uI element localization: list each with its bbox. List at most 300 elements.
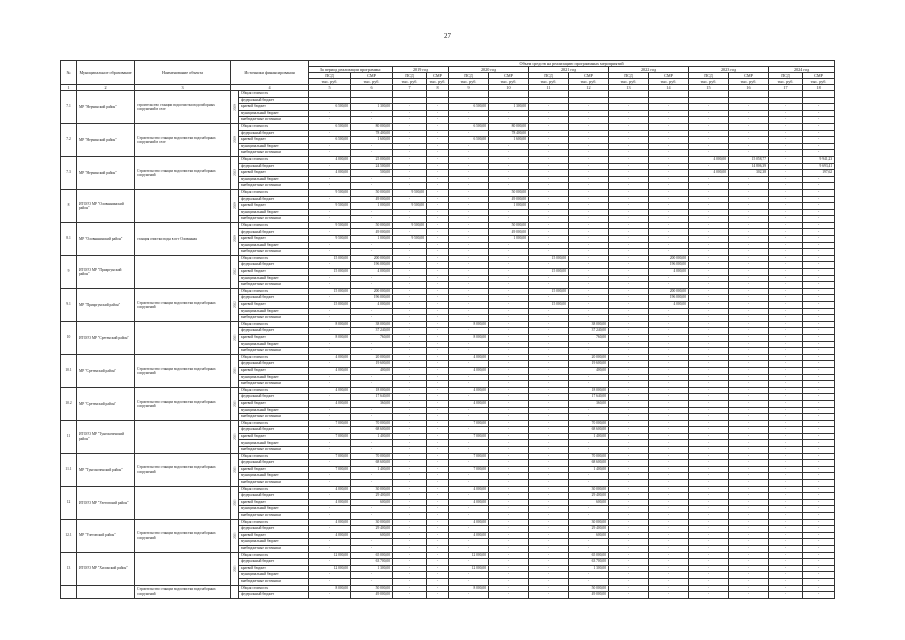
value-cell: - xyxy=(309,480,351,487)
value-cell: - xyxy=(803,176,835,183)
table-row xyxy=(61,91,835,98)
value-cell: - xyxy=(427,104,449,111)
value-cell: 30 000,00 xyxy=(569,486,609,493)
value-cell xyxy=(769,91,803,98)
value-cell: - xyxy=(529,209,569,216)
source-cell: краевой бюджет xyxy=(239,137,309,144)
value-cell: 70 000,00 xyxy=(569,420,609,427)
value-cell: 15 000,00 xyxy=(529,302,569,309)
value-cell: - xyxy=(529,236,569,243)
value-cell: - xyxy=(729,592,769,599)
value-cell: - xyxy=(803,519,835,526)
value-cell: - xyxy=(427,374,449,381)
value-cell: - xyxy=(803,110,835,117)
value-cell: - xyxy=(689,519,729,526)
value-cell: - xyxy=(529,183,569,190)
value-cell: - xyxy=(393,513,427,520)
row-number: 9.1 xyxy=(61,288,77,321)
value-cell: - xyxy=(769,460,803,467)
value-cell: - xyxy=(393,453,427,460)
source-cell: федеральный бюджет xyxy=(239,361,309,368)
value-cell: - xyxy=(803,275,835,282)
value-cell: - xyxy=(689,545,729,552)
value-cell: - xyxy=(803,117,835,124)
value-cell: - xyxy=(393,361,427,368)
value-cell: - xyxy=(769,302,803,309)
value-cell: - xyxy=(393,592,427,599)
object-name-cell xyxy=(135,486,231,519)
value-cell: - xyxy=(489,433,529,440)
value-cell: 4 000,00 xyxy=(449,400,489,407)
source-cell: Общая стоимость xyxy=(239,91,309,98)
value-cell: - xyxy=(649,123,689,130)
value-cell: - xyxy=(729,519,769,526)
value-cell: 9 500,00 xyxy=(309,222,351,229)
source-cell: муниципальный бюджет xyxy=(239,374,309,381)
value-cell: - xyxy=(689,189,729,196)
value-cell: - xyxy=(609,572,649,579)
value-cell: - xyxy=(427,394,449,401)
value-cell: - xyxy=(427,387,449,394)
value-cell: 25 000,00 xyxy=(351,156,393,163)
year-cell: 2022 xyxy=(231,255,239,288)
value-cell: 500,00 xyxy=(351,170,393,177)
value-cell: - xyxy=(529,117,569,124)
value-cell: - xyxy=(569,123,609,130)
value-cell: - xyxy=(609,249,649,256)
value-cell: - xyxy=(689,592,729,599)
value-cell: - xyxy=(529,242,569,249)
header-psd: ПСД xyxy=(609,73,649,79)
value-cell: - xyxy=(803,354,835,361)
value-cell: - xyxy=(649,460,689,467)
value-cell: - xyxy=(569,348,609,355)
value-cell: - xyxy=(609,539,649,546)
source-cell: федеральный бюджет xyxy=(239,130,309,137)
value-cell: - xyxy=(729,275,769,282)
value-cell: 50 000,00 xyxy=(351,189,393,196)
value-cell: - xyxy=(309,513,351,520)
value-cell: 38 000,00 xyxy=(569,321,609,328)
value-cell: - xyxy=(769,466,803,473)
value-cell: - xyxy=(351,209,393,216)
value-cell: - xyxy=(609,137,649,144)
value-cell: - xyxy=(609,189,649,196)
header-psd: ПСД xyxy=(309,73,351,79)
value-cell: - xyxy=(427,578,449,585)
value-cell: - xyxy=(689,315,729,322)
value-cell: - xyxy=(649,315,689,322)
value-cell: - xyxy=(729,216,769,223)
value-cell: - xyxy=(309,176,351,183)
value-cell: - xyxy=(489,354,529,361)
value-cell: - xyxy=(489,526,529,533)
source-cell: краевой бюджет xyxy=(239,433,309,440)
value-cell: - xyxy=(529,453,569,460)
object-name-cell: строительство станции водоочистки водозаборных сооружений в селе xyxy=(135,91,231,124)
row-number: 7.1 xyxy=(61,91,77,124)
municipality-cell: МР "Приаргунский район" xyxy=(77,288,135,321)
value-cell: - xyxy=(427,460,449,467)
year-cell xyxy=(231,585,239,598)
value-cell: - xyxy=(609,170,649,177)
value-cell: - xyxy=(609,407,649,414)
value-cell: 302,38 xyxy=(729,170,769,177)
value-cell: - xyxy=(449,209,489,216)
value-cell: - xyxy=(803,559,835,566)
object-name-cell: Строительство станции водоочистки водозаборных сооружений xyxy=(135,585,231,598)
value-cell: - xyxy=(689,407,729,414)
value-cell: 19 600,00 xyxy=(569,361,609,368)
value-cell: - xyxy=(393,493,427,500)
value-cell: 24 500,00 xyxy=(351,163,393,170)
value-cell: - xyxy=(449,255,489,262)
value-cell: - xyxy=(393,302,427,309)
value-cell: - xyxy=(649,367,689,374)
value-cell: 6 500,00 xyxy=(309,123,351,130)
value-cell: 7 000,00 xyxy=(309,420,351,427)
column-number: 12 xyxy=(569,85,609,91)
source-cell: муниципальный бюджет xyxy=(239,572,309,579)
value-cell: 8 000,00 xyxy=(449,321,489,328)
source-cell: федеральный бюджет xyxy=(239,394,309,401)
value-cell: - xyxy=(689,288,729,295)
value-cell: - xyxy=(729,572,769,579)
municipality-cell: МР "Тунгокоченский район" xyxy=(77,453,135,486)
value-cell: - xyxy=(803,282,835,289)
year-cell: 2021 xyxy=(231,354,239,387)
value-cell: - xyxy=(803,315,835,322)
municipality-cell: ИТОГО МР "Хилокский район" xyxy=(77,552,135,585)
value-cell: - xyxy=(393,348,427,355)
value-cell: - xyxy=(609,400,649,407)
value-cell xyxy=(309,91,351,98)
value-cell: - xyxy=(769,506,803,513)
value-cell: - xyxy=(393,407,427,414)
value-cell: - xyxy=(449,328,489,335)
value-cell: - xyxy=(803,400,835,407)
value-cell: - xyxy=(529,539,569,546)
value-cell: - xyxy=(729,513,769,520)
value-cell: 15 000,00 xyxy=(309,269,351,276)
value-cell: - xyxy=(569,229,609,236)
value-cell: - xyxy=(769,163,803,170)
value-cell: - xyxy=(351,414,393,421)
value-cell: - xyxy=(489,407,529,414)
source-cell: муниципальный бюджет xyxy=(239,209,309,216)
column-number: 10 xyxy=(489,85,529,91)
value-cell: - xyxy=(649,130,689,137)
value-cell: - xyxy=(803,565,835,572)
source-cell: внебюджетные источники xyxy=(239,381,309,388)
value-cell: - xyxy=(449,559,489,566)
value-cell: - xyxy=(689,460,729,467)
value-cell xyxy=(769,97,803,104)
value-cell: - xyxy=(393,565,427,572)
value-cell: - xyxy=(689,295,729,302)
value-cell: - xyxy=(351,183,393,190)
value-cell: - xyxy=(729,552,769,559)
value-cell: - xyxy=(649,499,689,506)
value-cell: - xyxy=(427,440,449,447)
source-cell: Общая стоимость xyxy=(239,354,309,361)
value-cell: - xyxy=(489,143,529,150)
value-cell: 4 000,00 xyxy=(309,532,351,539)
value-cell: - xyxy=(649,203,689,210)
value-cell: - xyxy=(309,150,351,157)
value-cell: - xyxy=(609,216,649,223)
row-number: 8 xyxy=(61,189,77,222)
value-cell: - xyxy=(689,374,729,381)
value-cell: - xyxy=(449,545,489,552)
value-cell: - xyxy=(769,308,803,315)
value-cell: - xyxy=(769,117,803,124)
header-smr: СМР xyxy=(569,73,609,79)
value-cell: - xyxy=(489,262,529,269)
value-cell: - xyxy=(529,407,569,414)
header-year-2022: 2022 год xyxy=(609,67,689,73)
row-number: 13 xyxy=(61,552,77,585)
value-cell: - xyxy=(393,110,427,117)
source-cell: краевой бюджет xyxy=(239,170,309,177)
value-cell: - xyxy=(309,440,351,447)
value-cell: - xyxy=(803,414,835,421)
value-cell: - xyxy=(427,486,449,493)
value-cell: - xyxy=(729,526,769,533)
value-cell: - xyxy=(803,460,835,467)
source-cell: муниципальный бюджет xyxy=(239,440,309,447)
value-cell: - xyxy=(803,150,835,157)
value-cell: - xyxy=(449,473,489,480)
value-cell: - xyxy=(609,163,649,170)
year-cell: 2022 xyxy=(231,288,239,321)
value-cell: - xyxy=(769,242,803,249)
column-number: 16 xyxy=(729,85,769,91)
source-cell: Общая стоимость xyxy=(239,585,309,592)
column-number: 7 xyxy=(393,85,427,91)
value-cell: - xyxy=(609,367,649,374)
value-cell: 12 000,00 xyxy=(449,552,489,559)
value-cell: 49 000,00 xyxy=(489,229,529,236)
value-cell: - xyxy=(351,315,393,322)
value-cell: - xyxy=(489,216,529,223)
value-cell: - xyxy=(609,552,649,559)
value-cell: 68 600,00 xyxy=(569,427,609,434)
value-cell: - xyxy=(609,414,649,421)
value-cell: - xyxy=(729,236,769,243)
value-cell: - xyxy=(393,156,427,163)
value-cell: - xyxy=(489,341,529,348)
value-cell: - xyxy=(393,334,427,341)
value-cell: - xyxy=(309,209,351,216)
value-cell: - xyxy=(649,374,689,381)
value-cell: - xyxy=(689,123,729,130)
value-cell: - xyxy=(689,493,729,500)
value-cell: - xyxy=(489,400,529,407)
value-cell: - xyxy=(803,513,835,520)
value-cell: - xyxy=(609,506,649,513)
value-cell: - xyxy=(529,249,569,256)
value-cell: - xyxy=(449,302,489,309)
value-cell: 4 000,00 xyxy=(449,499,489,506)
page-number: 27 xyxy=(444,32,451,40)
value-cell: - xyxy=(609,242,649,249)
value-cell: - xyxy=(649,513,689,520)
value-cell: - xyxy=(427,367,449,374)
value-cell: - xyxy=(427,255,449,262)
value-cell: - xyxy=(393,532,427,539)
value-cell: 4 000,00 xyxy=(649,269,689,276)
value-cell: - xyxy=(689,539,729,546)
value-cell: - xyxy=(689,249,729,256)
value-cell: 600,00 xyxy=(351,499,393,506)
municipality-cell: ИТОГО МР "Оловяннинский район" xyxy=(77,189,135,222)
value-cell: - xyxy=(309,196,351,203)
source-cell: внебюджетные источники xyxy=(239,578,309,585)
value-cell: - xyxy=(729,367,769,374)
row-number: 10.2 xyxy=(61,387,77,420)
value-cell: - xyxy=(689,552,729,559)
value-cell: - xyxy=(769,440,803,447)
value-cell: - xyxy=(489,275,529,282)
value-cell: - xyxy=(309,506,351,513)
value-cell xyxy=(393,97,427,104)
value-cell: - xyxy=(689,341,729,348)
value-cell: - xyxy=(803,308,835,315)
value-cell: - xyxy=(309,229,351,236)
column-number: 18 xyxy=(803,85,835,91)
value-cell: 600,00 xyxy=(569,499,609,506)
value-cell: - xyxy=(351,117,393,124)
value-cell: - xyxy=(309,460,351,467)
value-cell: - xyxy=(489,156,529,163)
value-cell: - xyxy=(393,315,427,322)
object-name-cell: Строительство станции водоочистки водозаборных сооружений xyxy=(135,519,231,552)
value-cell: - xyxy=(351,374,393,381)
value-cell: - xyxy=(729,420,769,427)
value-cell: - xyxy=(393,308,427,315)
table-row xyxy=(61,387,835,394)
value-cell: - xyxy=(449,361,489,368)
value-cell: 70 000,00 xyxy=(351,453,393,460)
value-cell: - xyxy=(803,321,835,328)
value-cell: - xyxy=(427,262,449,269)
value-cell: - xyxy=(729,565,769,572)
value-cell: - xyxy=(489,486,529,493)
value-cell: 4 000,00 xyxy=(309,170,351,177)
source-cell: внебюджетные источники xyxy=(239,545,309,552)
value-cell: - xyxy=(427,407,449,414)
value-cell: - xyxy=(609,183,649,190)
value-cell: - xyxy=(689,104,729,111)
value-cell: - xyxy=(729,334,769,341)
table-row xyxy=(61,255,835,262)
value-cell: - xyxy=(489,519,529,526)
value-cell: - xyxy=(803,420,835,427)
value-cell: - xyxy=(609,460,649,467)
row-number: 11.1 xyxy=(61,453,77,486)
header-unit: тыс. руб. xyxy=(569,79,609,85)
value-cell: - xyxy=(489,539,529,546)
value-cell: - xyxy=(569,480,609,487)
value-cell: - xyxy=(729,354,769,361)
value-cell xyxy=(609,97,649,104)
value-cell: - xyxy=(689,222,729,229)
value-cell: 50 000,00 xyxy=(351,585,393,592)
value-cell: 600,00 xyxy=(351,532,393,539)
value-cell: - xyxy=(569,578,609,585)
value-cell: - xyxy=(769,104,803,111)
value-cell: - xyxy=(729,499,769,506)
value-cell: - xyxy=(529,334,569,341)
value-cell: - xyxy=(729,143,769,150)
value-cell: - xyxy=(609,341,649,348)
value-cell: - xyxy=(529,361,569,368)
value-cell: - xyxy=(393,275,427,282)
value-cell: - xyxy=(689,282,729,289)
value-cell xyxy=(449,97,489,104)
value-cell: - xyxy=(689,480,729,487)
header-smr: СМР xyxy=(351,73,393,79)
value-cell: - xyxy=(649,447,689,454)
value-cell: - xyxy=(609,440,649,447)
value-cell: - xyxy=(309,295,351,302)
source-cell: краевой бюджет xyxy=(239,532,309,539)
value-cell: - xyxy=(529,150,569,157)
value-cell xyxy=(803,97,835,104)
value-cell: - xyxy=(489,282,529,289)
value-cell: 68 600,00 xyxy=(569,460,609,467)
value-cell: - xyxy=(569,262,609,269)
value-cell: - xyxy=(769,110,803,117)
value-cell: - xyxy=(529,513,569,520)
value-cell: - xyxy=(529,229,569,236)
column-number: 14 xyxy=(649,85,689,91)
source-cell: федеральный бюджет xyxy=(239,229,309,236)
value-cell: - xyxy=(489,110,529,117)
value-cell: - xyxy=(427,414,449,421)
value-cell: - xyxy=(803,295,835,302)
value-cell: 8 000,00 xyxy=(309,585,351,592)
value-cell: - xyxy=(729,532,769,539)
value-cell: - xyxy=(729,578,769,585)
value-cell: - xyxy=(393,480,427,487)
value-cell: - xyxy=(729,414,769,421)
value-cell: - xyxy=(393,519,427,526)
value-cell: - xyxy=(769,480,803,487)
value-cell: - xyxy=(569,110,609,117)
value-cell: - xyxy=(769,592,803,599)
value-cell xyxy=(309,97,351,104)
value-cell: - xyxy=(769,559,803,566)
object-name-cell: Строительство станции водоочистки водозаборных сооружений xyxy=(135,156,231,189)
value-cell: - xyxy=(769,486,803,493)
value-cell: 4 000,00 xyxy=(309,387,351,394)
header-unit: тыс. руб. xyxy=(529,79,569,85)
value-cell: - xyxy=(529,552,569,559)
value-cell: - xyxy=(769,519,803,526)
value-cell: - xyxy=(489,572,529,579)
column-number: 9 xyxy=(449,85,489,91)
value-cell: - xyxy=(309,572,351,579)
column-number: 1 xyxy=(61,85,77,91)
value-cell: - xyxy=(609,176,649,183)
value-cell: - xyxy=(729,447,769,454)
value-cell: - xyxy=(427,480,449,487)
value-cell: - xyxy=(529,348,569,355)
value-cell: - xyxy=(769,361,803,368)
value-cell: - xyxy=(351,275,393,282)
